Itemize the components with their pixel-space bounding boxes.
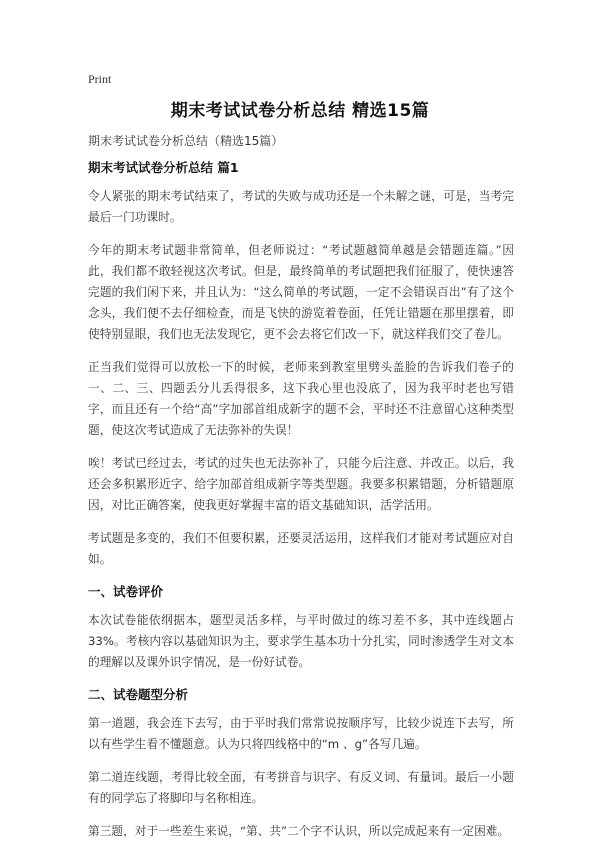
print-label[interactable]: Print [88, 72, 112, 86]
paragraph: 第一道题，我会连下去写，由于平时我们常常说按顺序写，比较少说连下去写，所以有些学生看不懂题意。认为只将四线格中的“m 、g”各写几遍。 [88, 716, 514, 751]
paragraph: 第三题，对于一些差生来说，“第、共”二个字不认识，所以完成起来有一定困难。 [88, 824, 510, 838]
paragraph: 考试题是多变的，我们不但要积累，还要灵活运用，这样我们才能对考试题应对自如。 [88, 531, 514, 566]
paragraph: 唉！考试已经过去，考试的过失也无法弥补了，只能今后注意、并改正。以后，我还会多积累形近字、给字加部首组成新字等类型题。我要多积累错题，分析错题原因，对比正确答案，使我更好掌握丰富的语文基础知识，活学活用。 [88, 456, 514, 512]
paragraph: 本次试卷能依纲据本，题型灵活多样，与平时做过的练习差不多，其中连线题占33%。考核内容以基础知识为主，要求学生基本功十分扎实，同时渗透学生对文本的理解以及课外识字情况，是一份好试卷。 [88, 613, 514, 669]
document-title: 期末考试试卷分析总结 精选15篇 [170, 101, 430, 121]
paragraph: 第二道连线题，考得比较全面，有考拼音与识字、有反义词、有量词。最后一小题有的同学忘了将脚印与名称相连。 [88, 770, 514, 805]
paragraph: 正当我们觉得可以放松一下的时候，老师来到教室里劈头盖脸的告诉我们卷子的一、二、三、四题丢分儿丢得很多，这下我心里也没底了，因为我平时老也写错字，而且还有一个给“高”字加部首组成新字的题不会，平时还不注意留心这种类型题，使这次考试造成了无法弥补的失误！ [88, 360, 514, 437]
document-body [88, 158, 514, 854]
document-subtitle: 期末考试试卷分析总结（精选15篇） [88, 134, 284, 148]
paragraph: 今年的期末考试题非常简单，但老师说过：“考试题越简单越是会错题连篇。”因此，我们都不敢轻视这次考试。但是，最终简单的考试题把我们征服了，使快速答完题的我们闲下来，并且认为：“这么简单的考试题，一定不会错误百出”有了这个念头，我们便不去仔细检查，而是飞快的游览着卷面，任凭让错题在那里摆着，即使特别显眼，我们也无法发现它，更不会去将它们改一下，就这样我们交了卷儿。 [88, 243, 514, 341]
section-heading-evaluation: 一、试卷评价 [88, 584, 164, 599]
section-heading-question-analysis: 二、试卷题型分析 [88, 687, 189, 702]
section-heading-article-1: 期末考试试卷分析总结 篇1 [88, 160, 239, 175]
paragraph: 令人紧张的期末考试结束了，考试的失败与成功还是一个未解之谜，可是，当考完最后一门功课时。 [88, 189, 514, 224]
